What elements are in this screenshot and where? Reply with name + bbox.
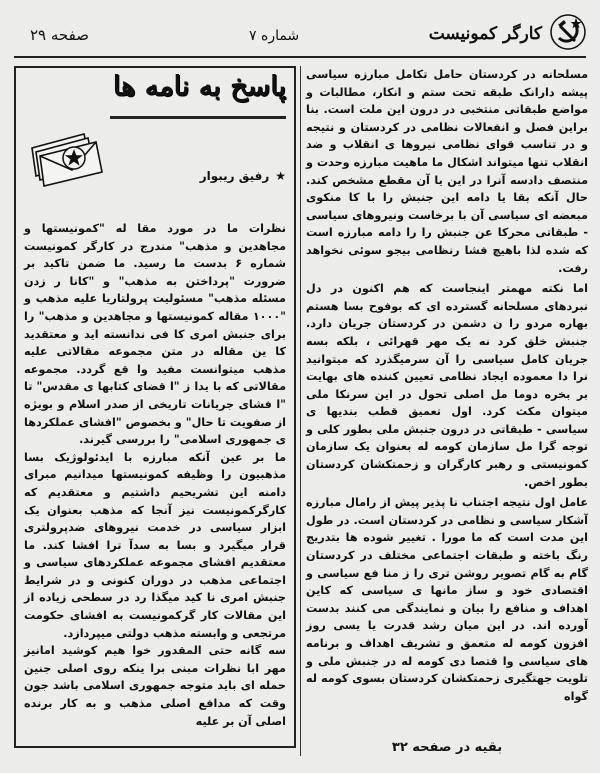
- article-paragraph-1: مسلحانه در کردستان حامل تکامل مبارزه سیاسی پیشه دارانک طبقه تحت ستم و انکار، مطالبات و مواضع طبقاتی منتخبی در درون این ملت است. بنا براین فصل و انفعالات نظامی در کردستان و نتیجه و در تناسب قوای نظامی نیروها ی انقلاب و ضد انقلاب تنها میتواند اشکال ما ماهیت مبارزه وحدت و منتصف دادسه آنرا در این یا آن مقطع مشخص کند. حال آنکه بقا یا دامه این جنبش را با کا منکوی مبعضه ای سیاسی آن با برخاست ونیروهای سیاسی - طبقاتی محرکا عن جنبش را را دامه مبارزه است که شده لذا باهیچ فشا رنظامی بیجو سوئی نخواهد رفت.: [306, 68, 588, 275]
- title-underline: [110, 116, 286, 119]
- envelope-star-icon: [28, 118, 114, 204]
- hammer-sickle-star-icon: [550, 14, 586, 50]
- author-name: رفیق ریبوار: [199, 169, 270, 183]
- continued-note: بقیه در صفحه ۳۲: [391, 740, 503, 755]
- author-line: [200, 168, 286, 186]
- letter-paragraph-1: نظرات ما در مورد مقا له "کمونیستها و مجاهدین و مذهب" مندرج در کارگر کمونیست شماره ۶ بدست ما رسید. ما ضمن تاکید بر ضرورت "پرداختن به مذهب" و "کانا ر زدن مسئله مذهب" مسئولیت پرولتاریا علیه مذهب و "۱۰۰۰ مقاله کمونیستها و مجاهدین و مذهب" را برای جنبش امری کا فی ندانسته اید و معتقدید کا ین مقاله در متن مجموعه مقالاتی علیه مذهب میتوانست مفید وا قع گردد. مجموعه مقالاتی که با یدا ز "ا قضای کتابها ی مقدس" تا "ا فشای جریانات تاریخی از صدر اسلام و بویژه از صفویت تا حال" و بخصوص "افشای عملکردها ی جمهوری اسلامی" را بررسی گیرند.: [24, 222, 286, 447]
- star-bullet-icon: ★: [275, 169, 286, 183]
- letters-header: [24, 72, 286, 220]
- masthead-title: کارگر کمونیست: [428, 24, 542, 44]
- article-paragraph-2: اما نکته مهمتر اینجاست که هم اکنون در دل نبردهای مسلحانه گسترده ای که بوفوح بسا هستم بهاره مردو را ن دشمن در کردستان جریان دارد. جنبش خلق کرد نه یک مهر قهرائی ، بلکه بسه جریان کامل سیاسی را آن سرمیگذرد که میتوانید نرا دا معموده ایجاد نظامی تعیین کننده های بهایت بر بخره دوما مل اصلی تحول در این سرنکا ملی میتوان مکث کرد. اول تعمیق قطب بندیها ی سیاسی - طبقاتی در درون جنبش ملی بطور کلی و توجه گرا مل سازمان کومه له بعنوان یک سازمان کمونیستی و رهبر کارگران و زحمتکشان کردستان بطور اخص.: [306, 282, 588, 489]
- page-number: صفحه ۲۹: [30, 26, 89, 44]
- right-article-column: [306, 66, 588, 703]
- letters-body: [24, 220, 286, 740]
- article-paragraph-3: عامل اول نتیجه اجتناب نا پذیر پیش از رامال مبارزه آشکار سیاسی و نظامی در کردستان است. در طول این مدت است که ما مورا . تغییر شوده ها بتدریج رنگ باخته و طبقات اجتماعی مختلف در کردستان گام به گام تصویر روشن تری را ز منا فع سیاسی و اقتصادی خود و ساز مانها ی سیاسی که کاین اهداف و منافع را بیان و نمایندگی می کنند بدست آورده اند. در این میان رشد قدرت یا یسی روز افزون کومه له متعمق و تشریف اهداف و برنامه های سیاسی وا قتصا دی کومه له در جنبش ملی و تلویت جهتگیری زحمتکشان کردستان بسوی کومه له گواه: [306, 496, 588, 703]
- letter-paragraph-2: ما بر عین آنکه مبارزه با ایدئولوژیک بسا مذهبیون را وظیفه کمونیستها میدانیم مبرای دامنه این تشریحیم داشتیم و معتقدیم که کارگرکمونیست نیز آنجا که مذهب بعنوان یک ابزار سیاسی در خدمت نیروهای ضدپرولتری قرار میگیرد و بسا به سدآ ترا افشا کند. ما معتقدیم افشای مجموعه عملکردهای سیاسی و اجتماعی مذهب در دوران کنونی و در شرایط جنبش امری نا کید میگذا رد در سطحی زیاده از این مقالات کار گرکمونیست به افشای حکومت مرتجعی و وابسته مذهب دولتی میپردازد.: [24, 450, 286, 640]
- section-title: پاسخ به نامه ها: [112, 71, 286, 102]
- letters-box: [14, 66, 296, 748]
- page-header: [14, 10, 586, 60]
- issue-number: شماره ۷: [249, 28, 300, 44]
- column-divider: [300, 66, 301, 756]
- letter-paragraph-3: سه گانه حتی المقدور خوا هیم کوشید امانیز مهر ابا نظرات مبنی برا ینکه روی اصلی جنین حمله ای باید متوجه جمهوری اسلامی باشد جون وقت که مدافع اصلی مذهب و به کار برنده اصلی آن بر علیه: [24, 644, 286, 728]
- header-rule: [14, 56, 586, 58]
